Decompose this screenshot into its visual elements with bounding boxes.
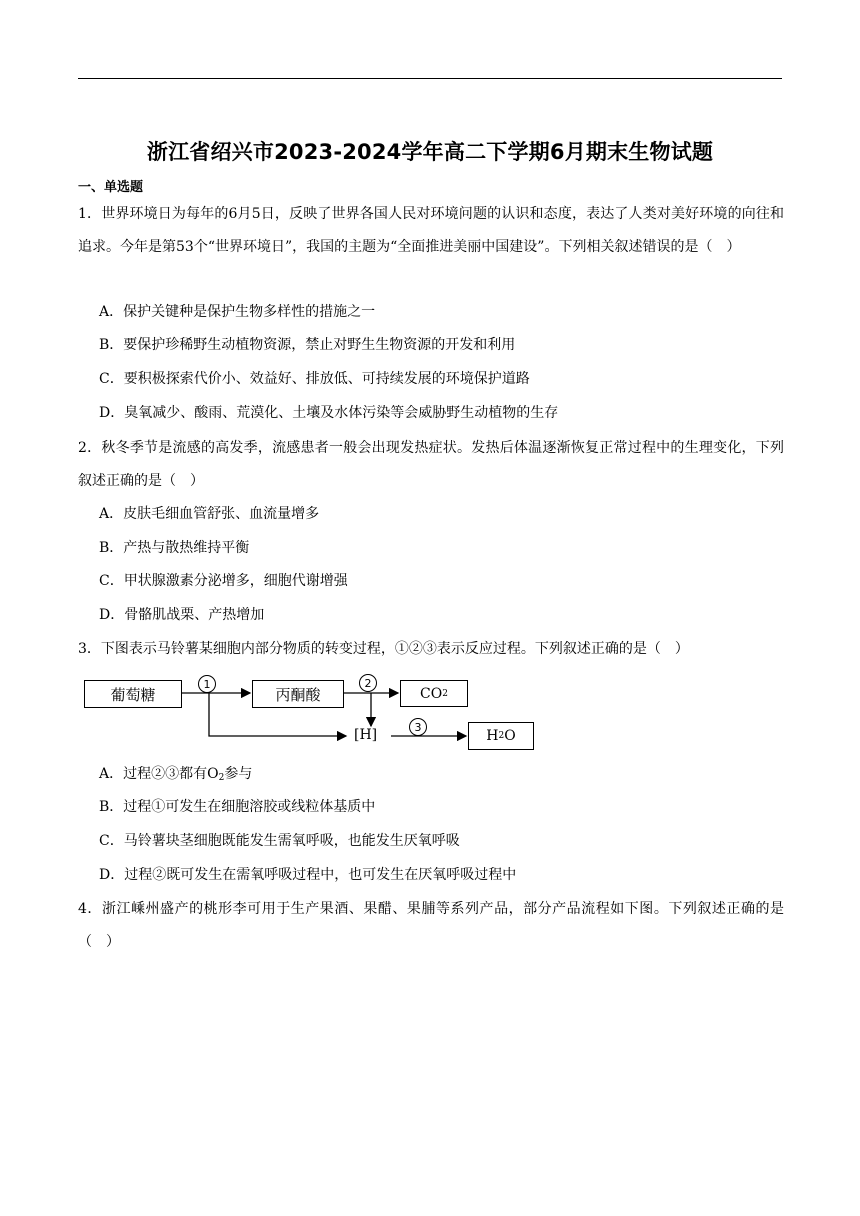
q1-option-a: A．保护关键种是保护生物多样性的措施之一: [99, 304, 376, 320]
q1-option-d: D．臭氧减少、酸雨、荒漠化、土壤及水体污染等会威胁野生动植物的生存: [99, 405, 559, 421]
step-3-marker: 3: [409, 718, 427, 736]
question-4-stem: 4．浙江嵊州盛产的桃形李可用于生产果酒、果醋、果脯等系列产品，部分产品流程如下图。下列叙述正确的是（ ）: [78, 901, 784, 950]
question-1-stem: 1．世界环境日为每年的6月5日，反映了世界各国人民对环境问题的认识和态度，表达了人类对美好环境的向往和追求。今年是第53个“世界环境日”，我国的主题为“全面推进美丽中国建设”。下列相关叙述错误的是（ ）: [78, 206, 784, 255]
q2-option-d: D．骨骼肌战栗、产热增加: [99, 607, 265, 623]
q2-option-c: C．甲状腺激素分泌增多，细胞代谢增强: [99, 573, 348, 589]
co2-label: CO: [420, 685, 443, 702]
glucose-box: 葡萄糖: [84, 680, 182, 708]
q3-option-a-pre: A．过程②③都有O: [99, 766, 219, 782]
header-rule: [78, 78, 782, 79]
section-heading: 一、单选题: [78, 180, 144, 195]
water-subscript: 2: [498, 731, 505, 741]
question-2-stem: 2．秋冬季节是流感的高发季，流感患者一般会出现发热症状。发热后体温逐渐恢复正常过程中的生理变化，下列叙述正确的是（ ）: [78, 440, 784, 489]
step-2-marker: 2: [359, 674, 377, 692]
page-title: 浙江省绍兴市2023-2024学年高二下学期6月期末生物试题: [146, 140, 714, 164]
water-box: [468, 722, 534, 750]
q1-option-c: C．要积极探索代价小、效益好、排放低、可持续发展的环境保护道路: [99, 371, 530, 387]
q3-option-a-subscript: 2: [218, 773, 225, 783]
step-1-marker: 1: [198, 675, 216, 693]
q3-option-a-post: 参与: [224, 766, 253, 782]
nadh-label: [H]: [354, 727, 378, 743]
q3-option-a: [99, 758, 252, 795]
water-o: O: [504, 728, 516, 744]
q3-option-c: C．马铃薯块茎细胞既能发生需氧呼吸，也能发生厌氧呼吸: [99, 833, 460, 849]
co2-box: [400, 680, 468, 707]
co2-subscript: 2: [442, 688, 448, 699]
q3-option-b: B．过程①可发生在细胞溶胶或线粒体基质中: [99, 799, 376, 815]
respiration-diagram: [78, 670, 548, 755]
q2-option-a: A．皮肤毛细血管舒张、血流量增多: [99, 506, 320, 522]
q2-option-b: B．产热与散热维持平衡: [99, 540, 250, 556]
water-h: H: [486, 728, 499, 744]
q1-option-b: B．要保护珍稀野生动植物资源，禁止对野生生物资源的开发和利用: [99, 337, 516, 353]
question-3-stem: 3．下图表示马铃薯某细胞内部分物质的转变过程，①②③表示反应过程。下列叙述正确的是（ ）: [78, 641, 689, 657]
pyruvate-box: 丙酮酸: [252, 680, 344, 708]
q3-option-d: D．过程②既可发生在需氧呼吸过程中，也可发生在厌氧呼吸过程中: [99, 867, 517, 883]
